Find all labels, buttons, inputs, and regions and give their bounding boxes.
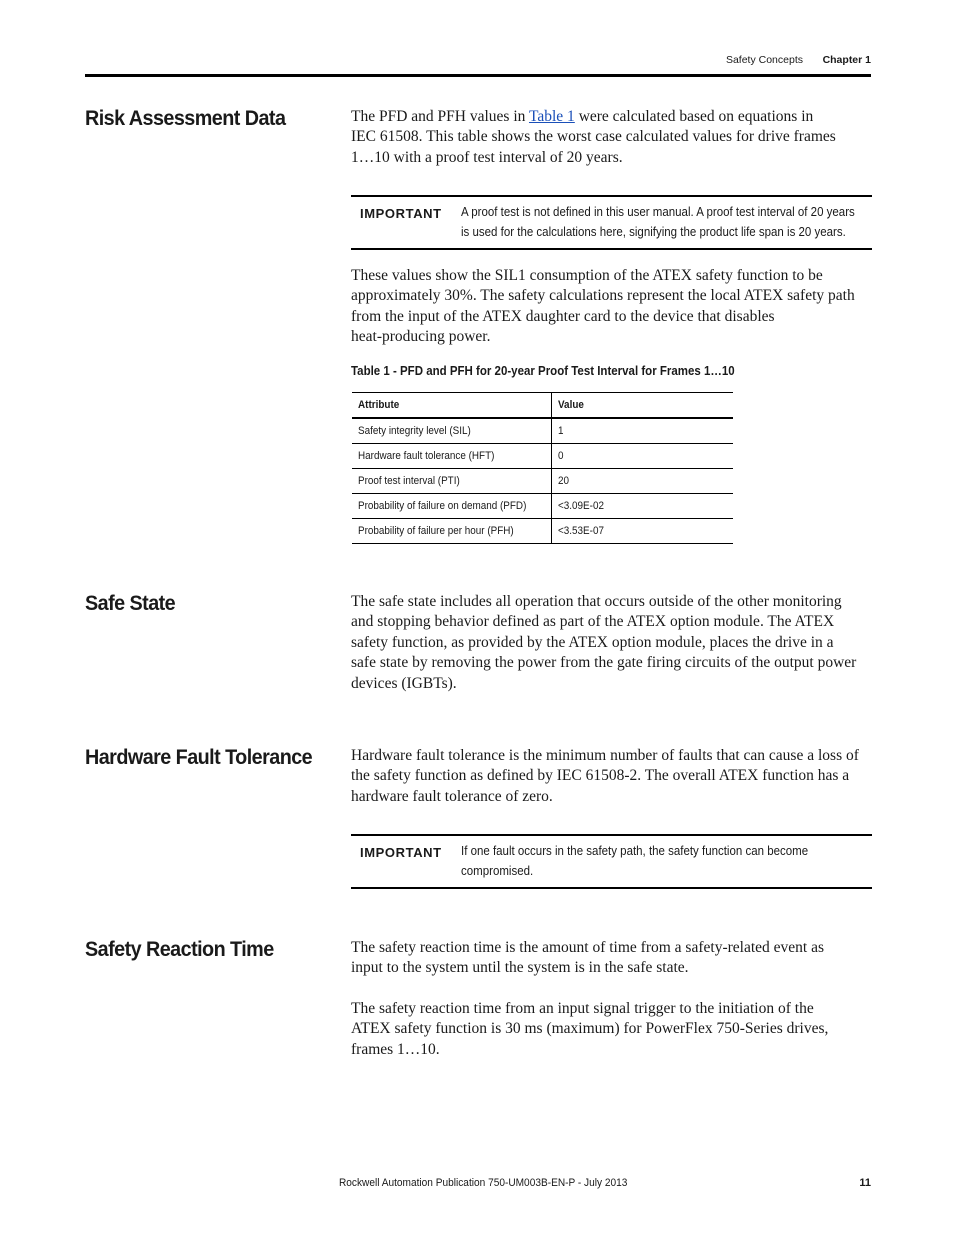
table-cell: 20 — [552, 469, 733, 494]
paragraph-line: approximately 30%. The safety calculations represent the local ATEX safety path — [351, 287, 855, 305]
table-cell: 1 — [552, 418, 733, 444]
risk-para1-text-cont: were calculated based on equations in — [574, 108, 814, 125]
publication-info: Rockwell Automation Publication 750-UM003B-EN-P - July 2013 — [339, 1177, 628, 1189]
table-header-row — [352, 393, 733, 419]
paragraph-line: safe state by removing the power from the gate firing circuits of the output power — [351, 654, 857, 672]
heading-safety-reaction-time: Safety Reaction Time — [85, 937, 274, 961]
hft-paragraph — [351, 746, 871, 807]
risk-paragraph-2 — [351, 266, 871, 348]
risk-paragraph-1 — [351, 107, 871, 168]
important-text-line: is used for the calculations here, signifying the product life span is 20 years. — [461, 225, 846, 239]
paragraph-line: ATEX safety function is 30 ms (maximum) for PowerFlex 750-Series drives, — [351, 1020, 829, 1038]
column-header-value: Value — [552, 393, 733, 419]
paragraph-line: The safety reaction time is the amount of time from a safety-related event as — [351, 939, 824, 956]
table-row — [352, 494, 733, 519]
safe-state-paragraph — [351, 592, 871, 694]
paragraph-line: the safety function as defined by IEC 61508-2. The overall ATEX function has a — [351, 767, 850, 785]
table-cell: Hardware fault tolerance (HFT) — [352, 444, 552, 469]
paragraph-line: from the input of the ATEX daughter card to the device that disables — [351, 307, 775, 325]
table-row — [352, 469, 733, 494]
table-row — [352, 418, 733, 444]
important-note-fault — [351, 834, 872, 889]
paragraph-line: The safety reaction time from an input signal trigger to the initiation of the — [351, 1000, 814, 1017]
paragraph-line: input to the system until the system is in the safe state. — [351, 959, 689, 977]
header-section-title: Safety Concepts — [725, 54, 803, 66]
reaction-paragraph-1 — [351, 938, 871, 979]
important-text — [461, 202, 871, 242]
important-note-proof-test — [351, 195, 872, 250]
page-number: 11 — [859, 1177, 871, 1189]
header-chapter: Chapter 1 — [822, 54, 871, 66]
important-text-line: A proof test is not defined in this user manual. A proof test interval of 20 years — [461, 205, 855, 219]
table-cell: <3.09E-02 — [552, 494, 733, 519]
paragraph-line: safety function, as provided by the ATEX option module, places the drive in a — [351, 633, 834, 651]
table-cell: Probability of failure per hour (PFH) — [352, 519, 552, 544]
important-label: IMPORTANT — [360, 845, 442, 860]
important-text — [461, 841, 871, 881]
paragraph-line: hardware fault tolerance of zero. — [351, 787, 553, 805]
table-cell: <3.53E-07 — [552, 519, 733, 544]
important-label: IMPORTANT — [360, 206, 442, 221]
pfd-pfh-table — [352, 392, 733, 544]
table-cell: 0 — [552, 444, 733, 469]
important-text-line: compromised. — [461, 864, 534, 878]
paragraph-line: Hardware fault tolerance is the minimum number of faults that can cause a loss of — [351, 747, 859, 764]
table-cell: Probability of failure on demand (PFD) — [352, 494, 552, 519]
table-row — [352, 444, 733, 469]
table-caption: Table 1 - PFD and PFH for 20-year Proof Test Interval for Frames 1…10 — [351, 364, 735, 378]
column-header-attribute: Attribute — [352, 393, 552, 419]
paragraph-line: heat-producing power. — [351, 328, 491, 346]
table-cell: Safety integrity level (SIL) — [352, 418, 552, 444]
heading-hardware-fault-tolerance: Hardware Fault Tolerance — [85, 745, 313, 769]
paragraph-line: These values show the SIL1 consumption of the ATEX safety function to be — [351, 267, 823, 284]
table-1-link[interactable]: Table 1 — [528, 108, 575, 125]
paragraph-line: The safe state includes all operation that occurs outside of the other monitoring — [351, 593, 842, 610]
running-header — [85, 52, 871, 70]
paragraph-line: and stopping behavior defined as part of the ATEX option module. The ATEX — [351, 613, 835, 631]
heading-risk-assessment: Risk Assessment Data — [85, 106, 286, 130]
paragraph-line: devices (IGBTs). — [351, 674, 457, 692]
header-rule — [85, 74, 871, 77]
reaction-paragraph-2 — [351, 999, 871, 1060]
risk-para1-line-3: 1…10 with a proof test interval of 20 years. — [351, 148, 623, 166]
heading-safe-state: Safe State — [85, 591, 176, 615]
table-row — [352, 519, 733, 544]
risk-para1-line-2: IEC 61508. This table shows the worst case calculated values for drive frames — [351, 128, 836, 146]
risk-para1-text: The PFD and PFH values in — [351, 108, 529, 125]
paragraph-line: frames 1…10. — [351, 1040, 440, 1058]
important-text-line: If one fault occurs in the safety path, the safety function can become — [461, 844, 809, 858]
table-cell: Proof test interval (PTI) — [352, 469, 552, 494]
